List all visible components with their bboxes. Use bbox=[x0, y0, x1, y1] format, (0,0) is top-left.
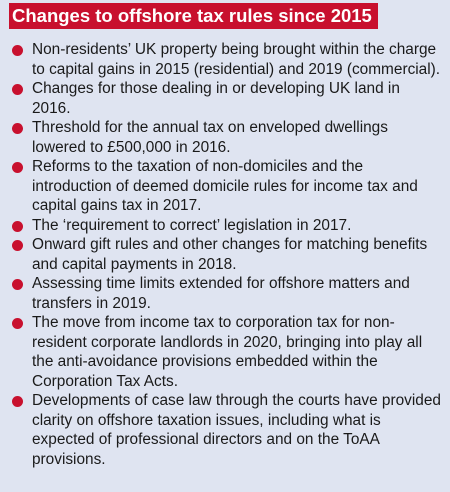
list-item bbox=[12, 391, 442, 469]
bullet-dot-icon bbox=[12, 396, 23, 407]
list-item-text: The move from income tax to corporation tax for non-resident corporate landlords in 2020, bringing into play all the anti-avoidance provisions embedded within the Corporation Tax Acts. bbox=[32, 314, 423, 390]
list-item bbox=[12, 157, 442, 216]
bullet-dot-icon bbox=[12, 279, 23, 290]
list-item-text: Developments of case law through the courts have provided clarity on offshore taxation issues, including what is expected of professional directors and on the ToAA provisions. bbox=[32, 392, 441, 468]
list-item-text: Threshold for the annual tax on enveloped dwellings lowered to £500,000 in 2016. bbox=[32, 119, 388, 156]
list-item bbox=[12, 118, 442, 157]
list-item bbox=[12, 79, 442, 118]
bullet-dot-icon bbox=[12, 84, 23, 95]
bullet-dot-icon bbox=[12, 162, 23, 173]
list-item-text: Onward gift rules and other changes for matching benefits and capital payments in 2018. bbox=[32, 236, 428, 273]
bullet-dot-icon bbox=[12, 318, 23, 329]
list-item-text: Assessing time limits extended for offshore matters and transfers in 2019. bbox=[32, 275, 410, 312]
list-item-text: Reforms to the taxation of non-domiciles and the introduction of deemed domicile rules for income tax and capital gains tax in 2017. bbox=[32, 158, 418, 214]
bullet-dot-icon bbox=[12, 45, 23, 56]
list-item bbox=[12, 216, 442, 236]
bullet-dot-icon bbox=[12, 221, 23, 232]
bullet-dot-icon bbox=[12, 123, 23, 134]
list-item bbox=[12, 274, 442, 313]
list-item-text: The ‘requirement to correct’ legislation in 2017. bbox=[32, 216, 352, 234]
list-item bbox=[12, 235, 442, 274]
list-item-text: Non-residents’ UK property being brought within the charge to capital gains in 2015 (residential) and 2019 (commercial). bbox=[32, 41, 441, 78]
list-item-text: Changes for those dealing in or developing UK land in 2016. bbox=[32, 80, 400, 117]
list-item bbox=[12, 313, 442, 391]
list-item bbox=[12, 40, 442, 79]
box-title: Changes to offshore tax rules since 2015 bbox=[9, 3, 378, 29]
changes-list bbox=[12, 40, 442, 469]
bullet-dot-icon bbox=[12, 240, 23, 251]
